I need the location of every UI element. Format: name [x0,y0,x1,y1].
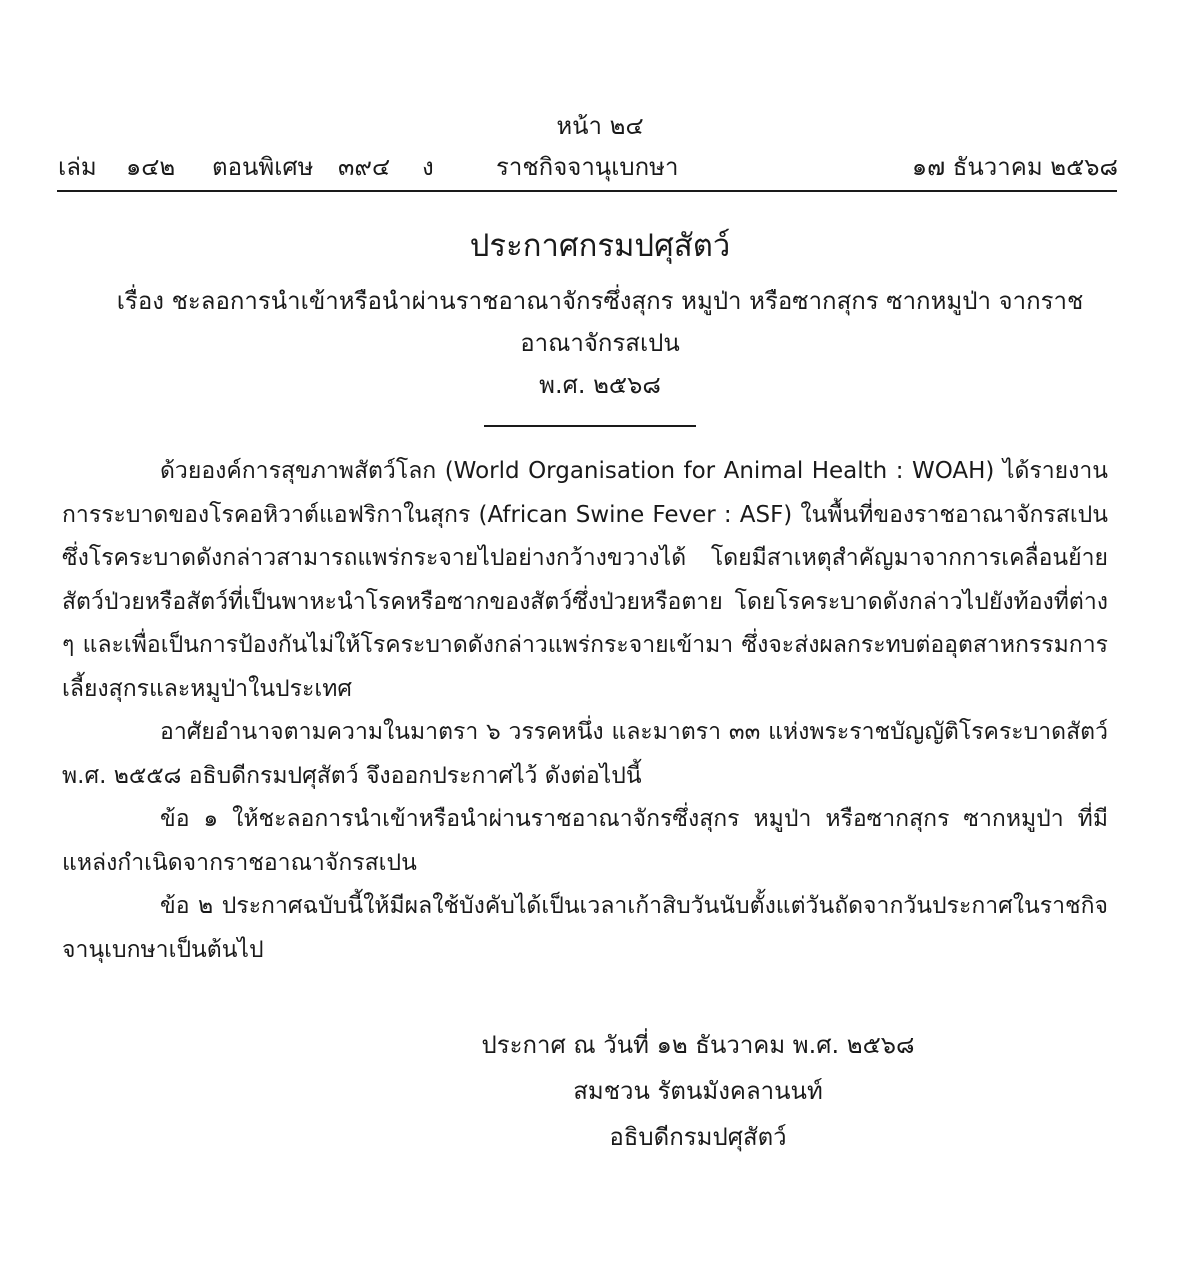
gazette-date: ๑๗ ธันวาคม ๒๕๖๘ [911,153,1118,181]
gazette-running-header [58,150,1118,184]
signatory-position: อธิบดีกรมปศุสัตว์ [609,1123,787,1151]
clause-1: ข้อ ๑ ให้ชะลอการนำเข้าหรือนำผ่านราชอาณาจักรซึ่งสุกร หมูป่า หรือซากสุกร ซากหมูป่า ที่มีแหล่งกำเนิดจากราชอาณาจักรสเปน [62,806,1108,876]
volume-number: ๑๔๒ [126,153,176,181]
section-number: ๓๙๔ [338,153,391,181]
clause-2: ข้อ ๒ ประกาศฉบับนี้ให้มีผลใช้บังคับได้เป็นเวลาเก้าสิบวันนับตั้งแต่วันถัดจากวันประกาศในราชกิจจานุเบกษาเป็นต้นไป [62,893,1108,963]
announced-date: ประกาศ ณ วันที่ ๑๒ ธันวาคม พ.ศ. ๒๕๖๘ [481,1031,915,1059]
announcement-subject: เรื่อง ชะลอการนำเข้าหรือนำผ่านราชอาณาจักรซึ่งสุกร หมูป่า หรือซากสุกร ซากหมูป่า จากราชอาณาจักรสเปน [116,287,1084,357]
announcement-body [62,450,1108,972]
title-divider [484,425,696,427]
header-divider [57,190,1117,192]
volume-label: เล่ม [58,153,97,181]
announcement-year: พ.ศ. ๒๕๖๘ [539,371,661,399]
signatory-name: สมชวน รัตนมังคลานนท์ [573,1077,823,1105]
legal-authority-paragraph: อาศัยอำนาจตามความในมาตรา ๖ วรรคหนึ่ง และมาตรา ๓๓ แห่งพระราชบัญญัติโรคระบาดสัตว์ พ.ศ. ๒๕๕๘ อธิบดีกรมปศุสัตว์ จึงออกประกาศไว้ ดังต่อไปนี้ [62,719,1108,789]
announcement-title: ประกาศกรมปศุสัตว์ [469,228,731,264]
section-label: ตอนพิเศษ [212,153,314,181]
gazette-name: ราชกิจจานุเบกษา [496,153,679,181]
section-letter: ง [422,153,434,181]
page-number: หน้า ๒๔ [556,112,644,140]
preamble-paragraph: ด้วยองค์การสุขภาพสัตว์โลก (World Organisation for Animal Health : WOAH) ได้รายงานการระบาดของโรคอหิวาต์แอฟริกาในสุกร (African Swine Fever : ASF) ในพื้นที่ของราชอาณาจักรสเปน ซึ่งโรคระบาดดังกล่าวสามารถแพร่กระจายไปอย่างกว้างขวางได้ โดยมีสาเหตุสำคัญมาจากการเคลื่อนย้ายสัตว์ป่วยหรือสัตว์ที่เป็นพาหะนำโรคหรือซากของสัตว์ซึ่งป่วยหรือตาย โดยโรคระบาดดังกล่าวไปยังท้องที่ต่าง ๆ และเพื่อเป็นการป้องกันไม่ให้โรคระบาดดังกล่าวแพร่กระจายเข้ามา ซึ่งจะส่งผลกระทบต่ออุตสาหกรรมการเลี้ยงสุกรและหมูป่าในประเทศ [62,458,1108,702]
